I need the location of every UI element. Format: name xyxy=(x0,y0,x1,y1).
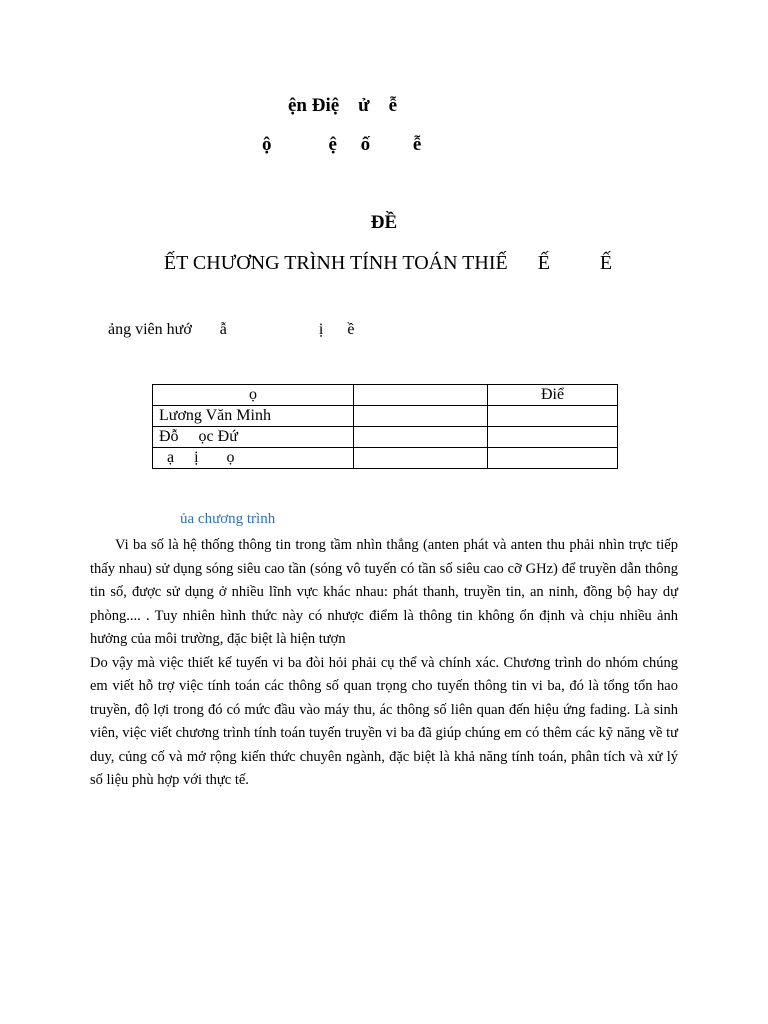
table-header-cell: ọ xyxy=(153,385,354,406)
table-row xyxy=(153,406,618,427)
body-text xyxy=(90,534,678,793)
table-cell xyxy=(488,427,618,448)
header-line-1: ện Điệ ử ễ xyxy=(288,95,398,116)
table-header-cell xyxy=(354,385,488,406)
paragraph: Vi ba số là hệ thống thông tin trong tầm nhìn thẳng (anten phát và anten thu phải nhìn trực tiếp thấy nhau) sử dụng sóng siêu cao tần (sóng vô tuyến có tần số siêu cao cỡ GHz) để truyền dẫn thông tin số, được sử dụng ở nhiều lĩnh vực khác nhau: phát thanh, truyền tin, an ninh, đồng bộ hay dự phòng.... . Tuy nhiên hình thức này có nhược điểm là thông tin không ổn định và chịu nhiều ảnh hưởng của môi trường, đặc biệt là hiện tượn xyxy=(90,537,678,647)
table-cell xyxy=(354,406,488,427)
document-title-1: ĐỀ xyxy=(370,212,398,233)
supervisor-line: ảng viên hướ ẫ ị ề xyxy=(108,321,355,338)
table-cell xyxy=(488,406,618,427)
table-header-row xyxy=(153,385,618,406)
table-cell: Đỗ ọc Đứ xyxy=(153,427,354,448)
table-cell xyxy=(488,448,618,469)
document-title-2: ẾT CHƯƠNG TRÌNH TÍNH TOÁN THIẾ Ế Ế xyxy=(163,252,613,274)
member-table xyxy=(152,384,618,469)
table-cell: ạ ị ọ xyxy=(153,448,354,469)
table-row xyxy=(153,427,618,448)
table-row xyxy=(153,448,618,469)
header-line-2: ộ ệ ố ễ xyxy=(262,134,422,155)
paragraph: Do vậy mà việc thiết kế tuyến vi ba đòi hỏi phải cụ thể và chính xác. Chương trình do nhóm chúng em viết hỗ trợ việc tính toán các thông số quan trọng cho tuyến thông tin vi ba, đó là tổng tổn hao truyền, độ lợi trong đó có mức đầu vào máy thu, ác thông số liên quan đến hiệu ứng fading. Là sinh viên, việc viết chương trình tính toán tuyến truyền vi ba đã giúp chúng em có thêm các kỹ năng về tư duy, củng cố và mở rộng kiến thức chuyên ngành, đặc biệt là khả năng tính toán, phân tích và xử lý số liệu phù hợp với thực tế. xyxy=(90,654,678,788)
table-cell xyxy=(354,448,488,469)
table-cell: Lương Văn Minh xyxy=(153,406,354,427)
table-header-cell: Điể xyxy=(488,385,618,406)
table-cell xyxy=(354,427,488,448)
section-heading: ủa chương trình xyxy=(180,511,276,527)
